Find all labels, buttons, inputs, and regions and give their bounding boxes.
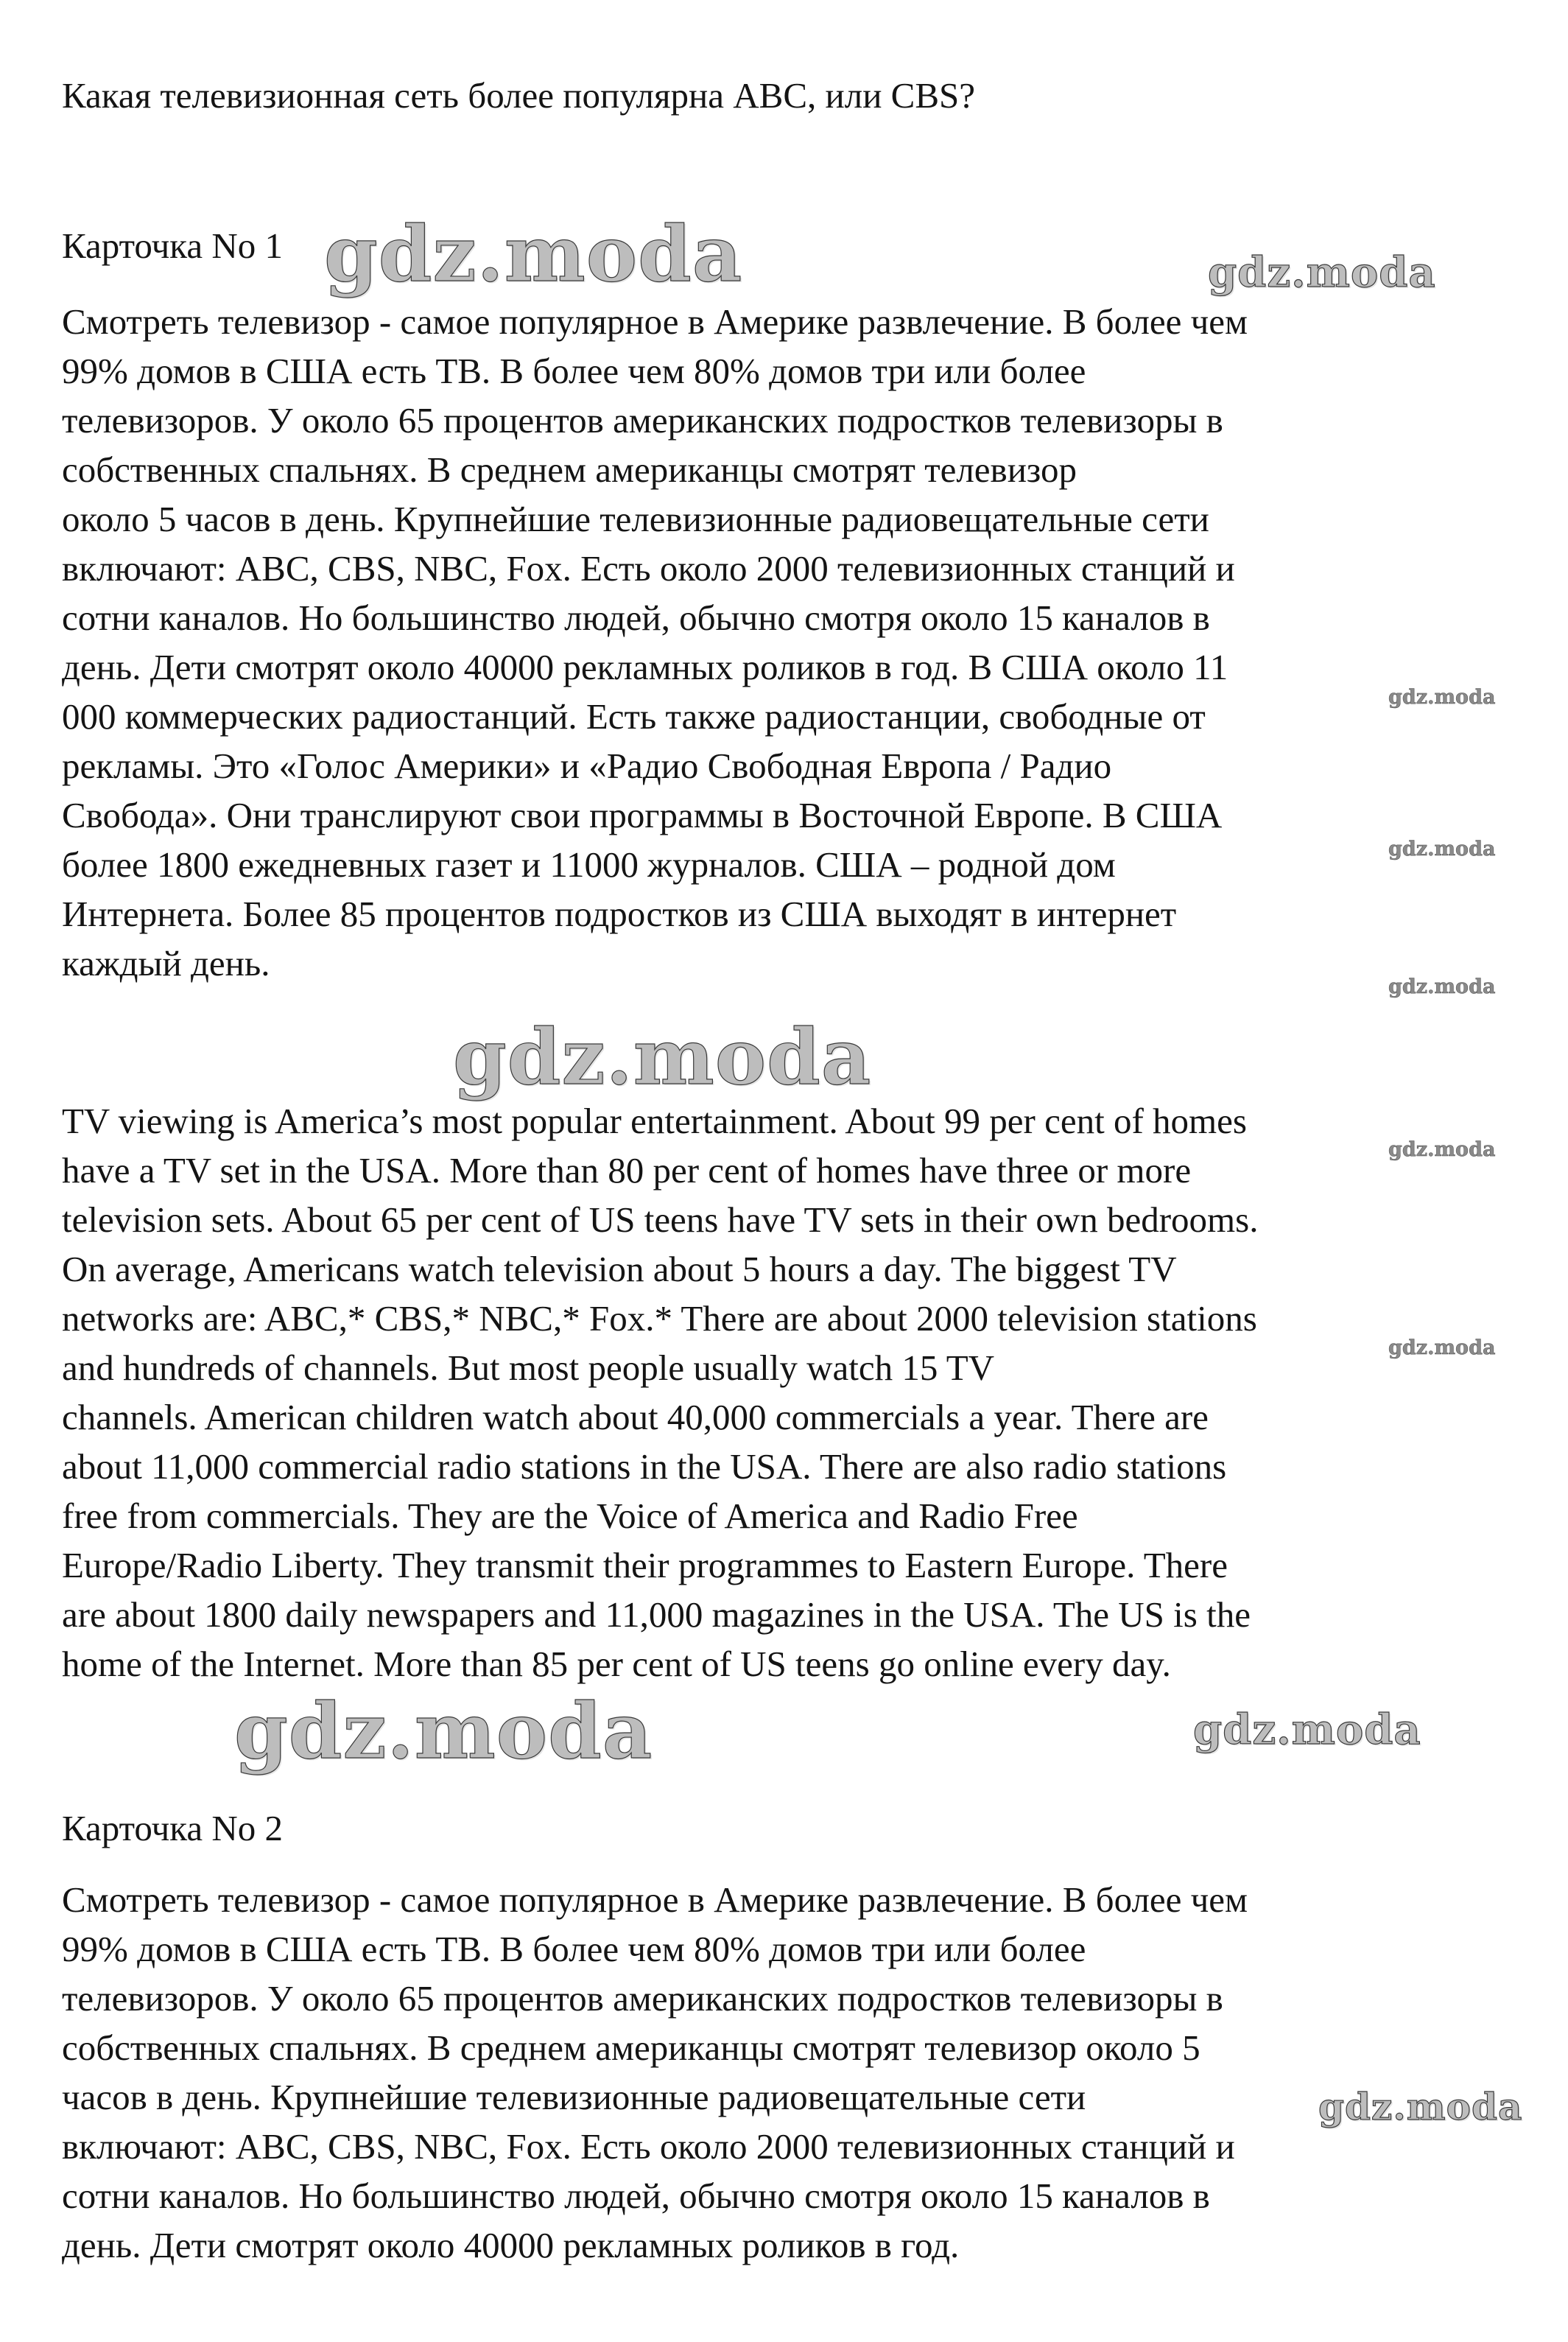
- text-line: television sets. About 65 per cent of US teens have TV sets in their own bedrooms.: [62, 1199, 1259, 1240]
- text-line: Смотреть телевизор - самое популярное в Америке развлечение. В более чем: [62, 1879, 1248, 1920]
- text-line: networks are: ABC,* CBS,* NBC,* Fox.* There are about 2000 television stations: [62, 1298, 1257, 1339]
- text-line: Смотреть телевизор - самое популярное в Америке развлечение. В более чем: [62, 301, 1248, 342]
- text-line: Europe/Radio Liberty. They transmit their programmes to Eastern Europe. There: [62, 1545, 1228, 1585]
- watermark-logo: gdz.moda: [453, 1012, 872, 1102]
- card1-title: Карточка No 1: [62, 225, 283, 266]
- text-line: собственных спальнях. В среднем американцы смотрят телевизор около 5: [62, 2027, 1200, 2068]
- text-line: рекламы. Это «Голос Америки» и «Радио Свободная Европа / Радио: [62, 746, 1112, 786]
- text-line: free from commercials. They are the Voice of America and Radio Free: [62, 1496, 1078, 1536]
- text-line: and hundreds of channels. But most people usually watch 15 TV: [62, 1347, 995, 1388]
- text-line: собственных спальнях. В среднем американцы смотрят телевизор: [62, 449, 1077, 490]
- card2-title: Карточка No 2: [62, 1808, 283, 1848]
- watermark-logo: gdz.moda: [1388, 1336, 1496, 1359]
- text-line: телевизоров. У около 65 процентов американских подростков телевизоры в: [62, 1978, 1223, 2019]
- watermark-logo: gdz.moda: [1388, 1138, 1496, 1161]
- text-line: channels. American children watch about 40,000 commercials a year. There are: [62, 1397, 1209, 1437]
- watermark-logo: gdz.moda: [324, 208, 743, 299]
- text-line: 99% домов в США есть ТВ. В более чем 80% домов три или более: [62, 351, 1086, 391]
- watermark-logo: gdz.moda: [1208, 248, 1436, 297]
- text-line: включают: ABC, CBS, NBC, Fox. Есть около 2000 телевизионных станций и: [62, 548, 1235, 589]
- text-line: день. Дети смотрят около 40000 рекламных роликов в год.: [62, 2225, 960, 2265]
- text-line: сотни каналов. Но большинство людей, обычно смотря около 15 каналов в: [62, 597, 1210, 638]
- text-line: часов в день. Крупнейшие телевизионные радиовещательные сети: [62, 2077, 1086, 2117]
- text-line: более 1800 ежедневных газет и 11000 журналов. США – родной дом: [62, 844, 1116, 885]
- watermark-logo: gdz.moda: [1388, 686, 1496, 709]
- text-line: включают: ABC, CBS, NBC, Fox. Есть около 2000 телевизионных станций и: [62, 2126, 1235, 2167]
- text-line: Интернета. Более 85 процентов подростков из США выходят в интернет: [62, 894, 1177, 934]
- text-line: 000 коммерческих радиостанций. Есть также радиостанции, свободные от: [62, 696, 1206, 737]
- watermark-logo: gdz.moda: [1388, 838, 1496, 860]
- text-line: день. Дети смотрят около 40000 рекламных роликов в год. В США около 11: [62, 647, 1228, 687]
- text-line: телевизоров. У около 65 процентов американских подростков телевизоры в: [62, 400, 1223, 441]
- watermark-logo: gdz.moda: [1193, 1705, 1421, 1754]
- text-line: 99% домов в США есть ТВ. В более чем 80% домов три или более: [62, 1929, 1086, 1969]
- text-line: have a TV set in the USA. More than 80 per cent of homes have three or more: [62, 1150, 1192, 1191]
- text-line: Свобода». Они транслируют свои программы в Восточной Европе. В США: [62, 795, 1223, 835]
- text-line: около 5 часов в день. Крупнейшие телевизионные радиовещательные сети: [62, 499, 1209, 539]
- question-heading: Какая телевизионная сеть более популярна ABC, или CBS?: [62, 75, 976, 116]
- watermark-logo: gdz.moda: [1318, 2085, 1523, 2128]
- text-line: about 11,000 commercial radio stations in the USA. There are also radio stations: [62, 1446, 1227, 1487]
- watermark-logo: gdz.moda: [234, 1686, 653, 1776]
- text-line: TV viewing is America’s most popular entertainment. About 99 per cent of homes: [62, 1101, 1247, 1141]
- text-line: home of the Internet. More than 85 per cent of US teens go online every day.: [62, 1644, 1171, 1684]
- text-line: On average, Americans watch television about 5 hours a day. The biggest TV: [62, 1249, 1177, 1289]
- watermark-logo: gdz.moda: [1388, 975, 1496, 998]
- text-line: каждый день.: [62, 943, 270, 984]
- text-line: сотни каналов. Но большинство людей, обычно смотря около 15 каналов в: [62, 2176, 1210, 2216]
- text-line: are about 1800 daily newspapers and 11,000 magazines in the USA. The US is the: [62, 1594, 1251, 1635]
